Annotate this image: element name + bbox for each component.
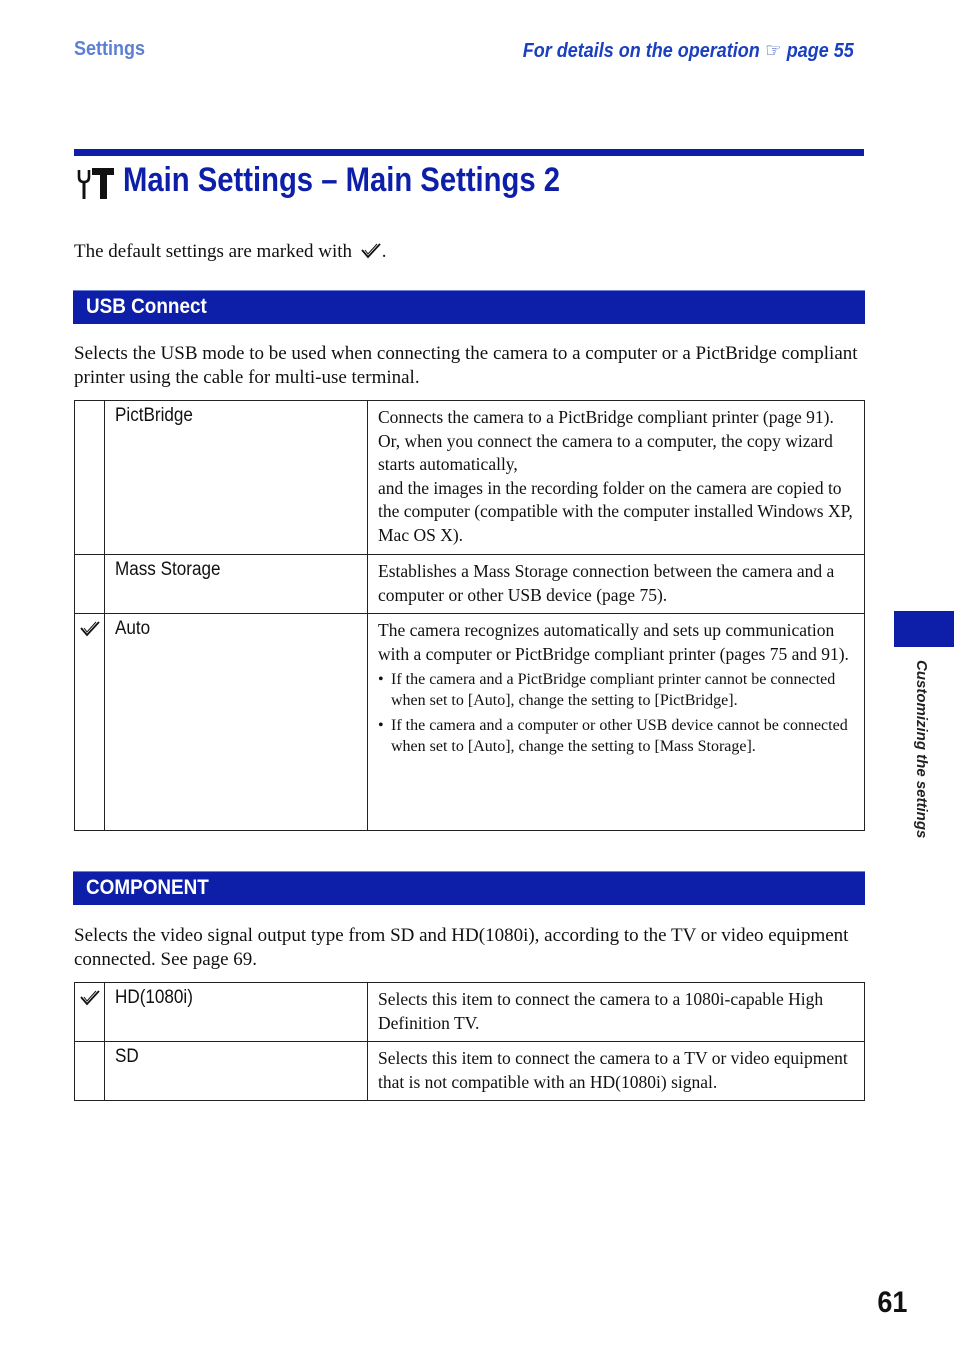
list-item: • If the camera and a computer or other USB device cannot be connected when set to [Auto], change the setting to [Mass Storage]. — [378, 715, 854, 757]
reference-prefix: For details on the operation — [522, 40, 761, 62]
table-row — [75, 1042, 865, 1101]
page-number: 61 — [876, 1286, 907, 1319]
table-row — [75, 555, 865, 614]
option-description: Establishes a Mass Storage connection between the camera and a computer or other USB device (page 75). — [368, 555, 865, 614]
table-row — [75, 614, 865, 831]
default-mark-cell — [75, 1042, 105, 1101]
option-name: Auto — [105, 614, 368, 831]
checkmark-icon — [360, 242, 382, 260]
default-mark-cell — [75, 401, 105, 555]
page-title: Main Settings – Main Settings 2 — [123, 161, 561, 199]
option-name: Mass Storage — [105, 555, 368, 614]
reference-page: page 55 — [786, 40, 854, 62]
default-mark-cell — [75, 614, 105, 831]
default-marker-note: The default settings are marked with . — [74, 241, 387, 262]
default-mark-cell — [75, 555, 105, 614]
title-rule — [74, 149, 864, 156]
table-row — [75, 401, 865, 555]
usb-connect-options-table — [74, 400, 865, 831]
table-row — [75, 983, 865, 1042]
option-description: Selects this item to connect the camera to a TV or video equipment that is not compatible with an HD(1080i) signal. — [368, 1042, 865, 1101]
option-name: PictBridge — [105, 401, 368, 555]
option-name: HD(1080i) — [105, 983, 368, 1042]
component-options-table — [74, 982, 865, 1101]
section-description: Selects the USB mode to be used when connecting the camera to a computer or a PictBridge compliant printer using the cable for multi-use terminal. — [74, 343, 858, 388]
list-item: • If the camera and a PictBridge compliant printer cannot be connected when set to [Auto], change the setting to [PictBridge]. — [378, 669, 854, 711]
running-header-section: Settings — [74, 38, 146, 60]
section-heading-usb-connect — [73, 290, 865, 324]
option-name: SD — [105, 1042, 368, 1101]
running-header-reference — [523, 38, 854, 63]
option-description: Connects the camera to a PictBridge compliant printer (page 91). Or, when you connect the camera to a computer, the copy wizard starts automatically, and the images in the recording folder on the camera are copied to the computer (compatible with the computer installed Windows XP, Mac OS X). — [368, 401, 865, 555]
option-description: Selects this item to connect the camera to a 1080i-capable High Definition TV. — [368, 983, 865, 1042]
wrench-settings-icon — [74, 166, 118, 200]
intro-text: The default settings are marked with — [74, 241, 353, 262]
section-description: Selects the video signal output type from SD and HD(1080i), according to the TV or video equipment connected. See page 69. — [74, 925, 849, 970]
section-heading-text: USB Connect — [86, 295, 207, 318]
pointing-hand-icon: ☞ — [765, 40, 782, 62]
chapter-side-label: Customizing the settings — [913, 660, 930, 839]
notes-list — [378, 669, 854, 757]
default-mark-cell — [75, 983, 105, 1042]
option-description: The camera recognizes automatically and sets up communication with a computer or PictBridge compliant printer (pages 75 and 91). • If the camera and a PictBridge compliant printer cannot be connected when set to [Auto], change the setting to [PictBridge]. • If the camera and a computer or other USB device cannot be connected when set to [Auto], change the setting to [Mass Storage]. — [368, 614, 865, 831]
checkmark-icon — [79, 989, 101, 1007]
section-heading-component — [73, 871, 865, 905]
chapter-side-tab[interactable] — [894, 611, 954, 647]
checkmark-icon — [79, 620, 101, 638]
section-heading-text: COMPONENT — [86, 876, 209, 899]
